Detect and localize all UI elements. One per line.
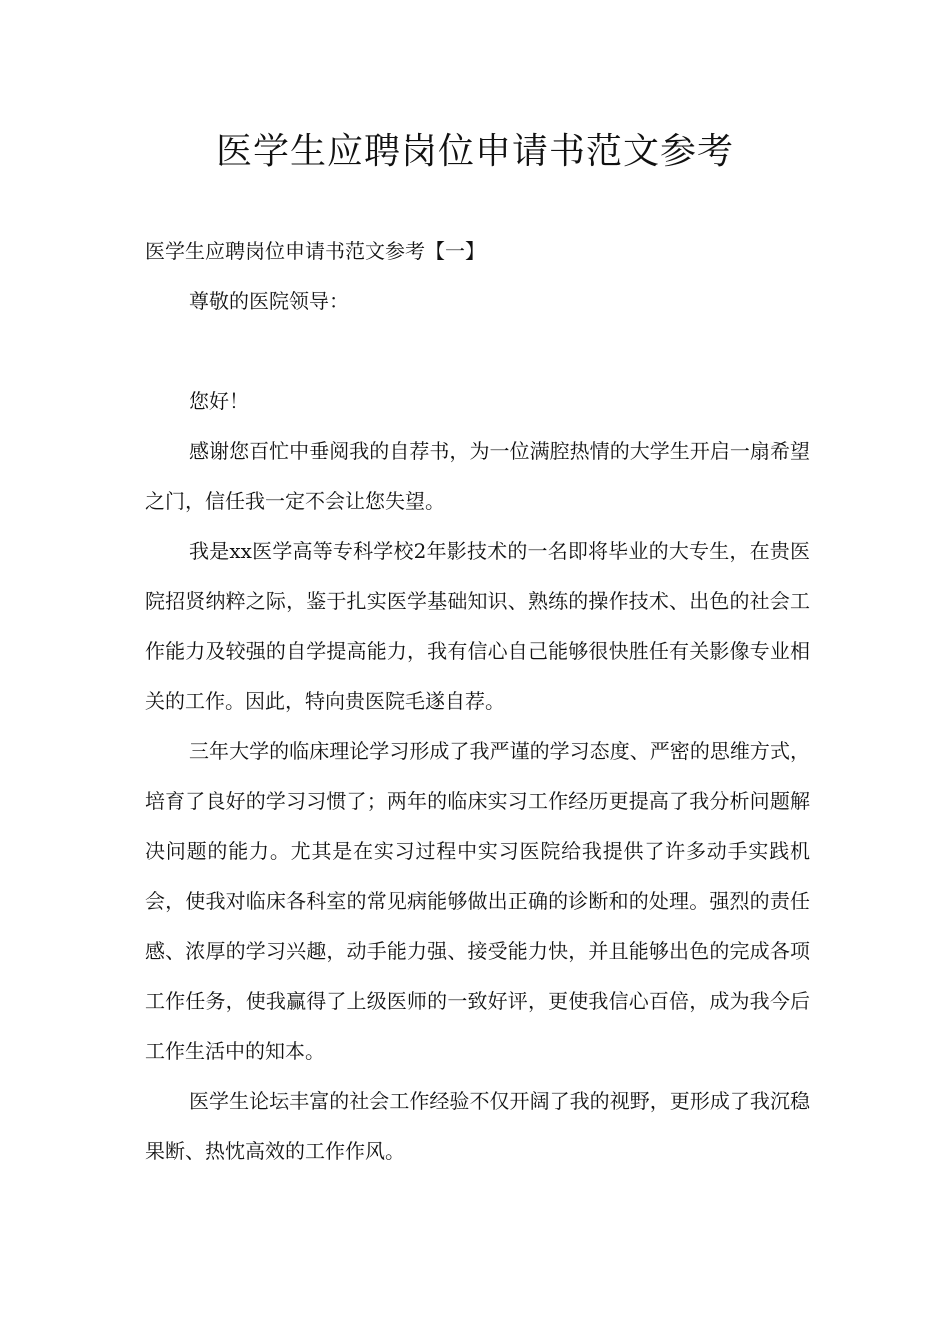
document-title: 医学生应聘岗位申请书范文参考 <box>215 131 734 172</box>
paragraph-2: 我是xx医学高等专科学校2年影技术的一名即将毕业的大专生，在贵医院招贤纳粹之际，鉴于扎实医学基础知识、熟练的操作技术、出色的社会工作能力及较强的自学提高能力，我有信心自己能够很快胜任有关影像专业相关的工作。因此，特向贵医院毛遂自荐。 <box>145 539 810 713</box>
letter-body <box>145 376 810 1176</box>
section-heading: 医学生应聘岗位申请书范文参考【一】 <box>145 239 485 263</box>
paragraph-1: 感谢您百忙中垂阅我的自荐书，为一位满腔热情的大学生开启一扇希望之门，信任我一定不会让您失望。 <box>145 439 810 513</box>
greeting: 您好！ <box>189 389 249 413</box>
paragraph-3: 三年大学的临床理论学习形成了我严谨的学习态度、严密的思维方式，培育了良好的学习习惯了；两年的临床实习工作经历更提高了我分析问题解决问题的能力。尤其是在实习过程中实习医院给我提供了许多动手实践机会，使我对临床各科室的常见病能够做出正确的诊断和的处理。强烈的责任感、浓厚的学习兴趣，动手能力强、接受能力快，并且能够出色的完成各项工作任务，使我赢得了上级医师的一致好评，更使我信心百倍，成为我今后工作生活中的知本。 <box>145 739 810 1063</box>
salutation: 尊敬的医院领导： <box>189 289 349 313</box>
paragraph-4: 医学生论坛丰富的社会工作经验不仅开阔了我的视野，更形成了我沉稳果断、热忱高效的工作作风。 <box>145 1089 810 1163</box>
